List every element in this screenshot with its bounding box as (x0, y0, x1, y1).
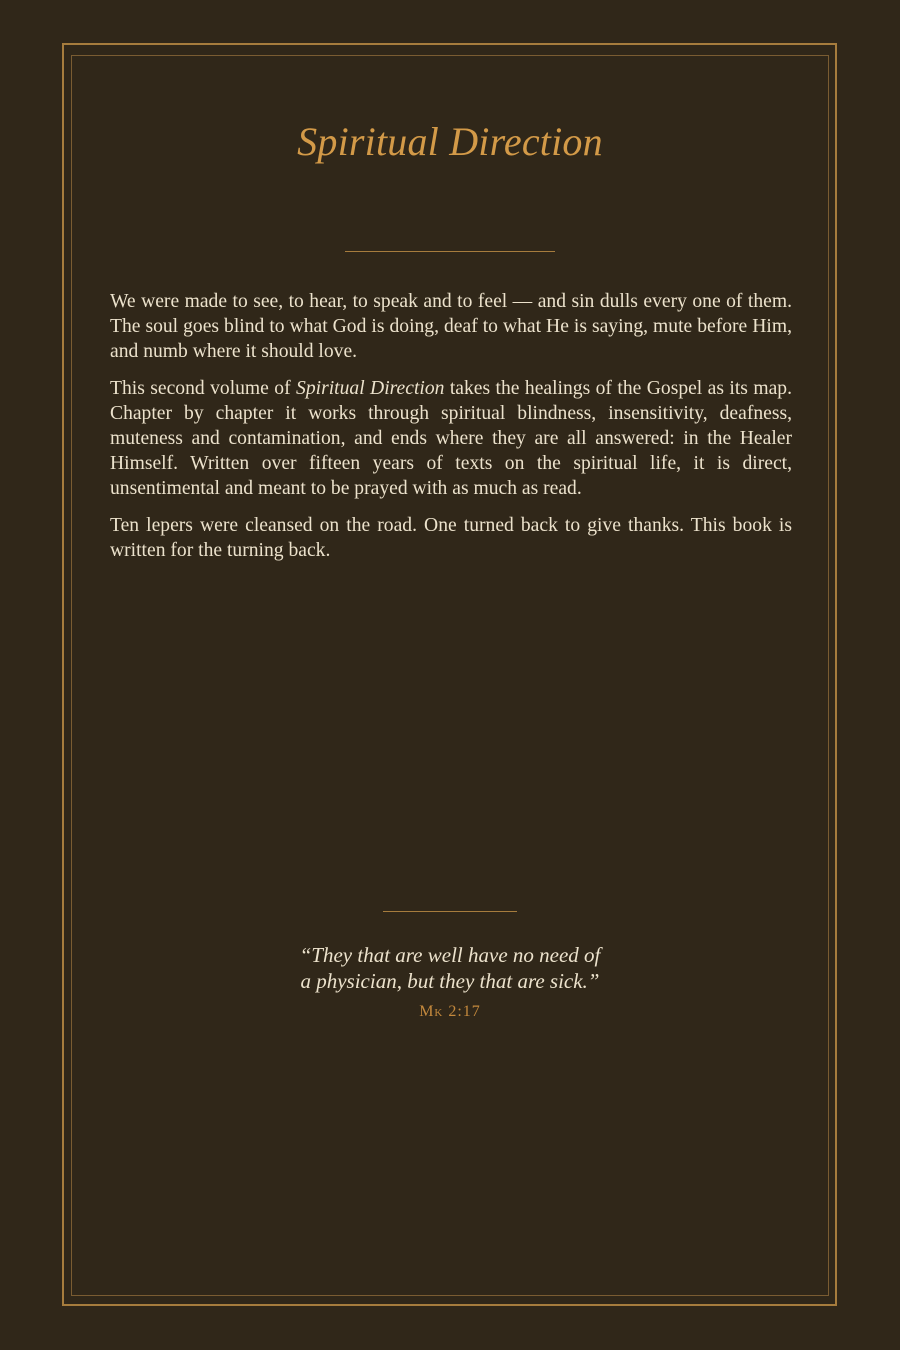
paragraph-2-start: This second volume of (110, 378, 297, 399)
divider-top (345, 251, 555, 252)
paragraph-2 (110, 376, 792, 501)
body-text (110, 289, 792, 575)
paragraph-2-rest: takes the healings of the Gospel as its map. Chapter by chapter it works through spiritual blindness, insensitivity, deafness, muteness and contamination, and ends where they are all answered: in the Healer Himself. Written over fifteen years of texts on the spiritual life, it is direct, unsentimental and meant to be prayed with as much as read. (110, 378, 792, 499)
epigraph-quote (0, 942, 900, 994)
book-title-italic: Spiritual Direction (296, 378, 445, 399)
page-title: Spiritual Direction (297, 119, 603, 164)
quote-citation: Mk 2:17 (419, 1003, 481, 1020)
paragraph-3: Ten lepers were cleansed on the road. One turned back to give thanks. This book is written for the turning back. (110, 515, 792, 561)
divider-bottom (383, 911, 517, 912)
inner-border (71, 55, 829, 1296)
paragraph-1: We were made to see, to hear, to speak and to feel — and sin dulls every one of them. The soul goes blind to what God is doing, deaf to what He is saying, mute before Him, and numb where it should love. (110, 291, 792, 362)
quote-line-2: a physician, but they that are sick.” (300, 969, 600, 993)
quote-line-1: “They that are well have no need of (299, 943, 601, 967)
